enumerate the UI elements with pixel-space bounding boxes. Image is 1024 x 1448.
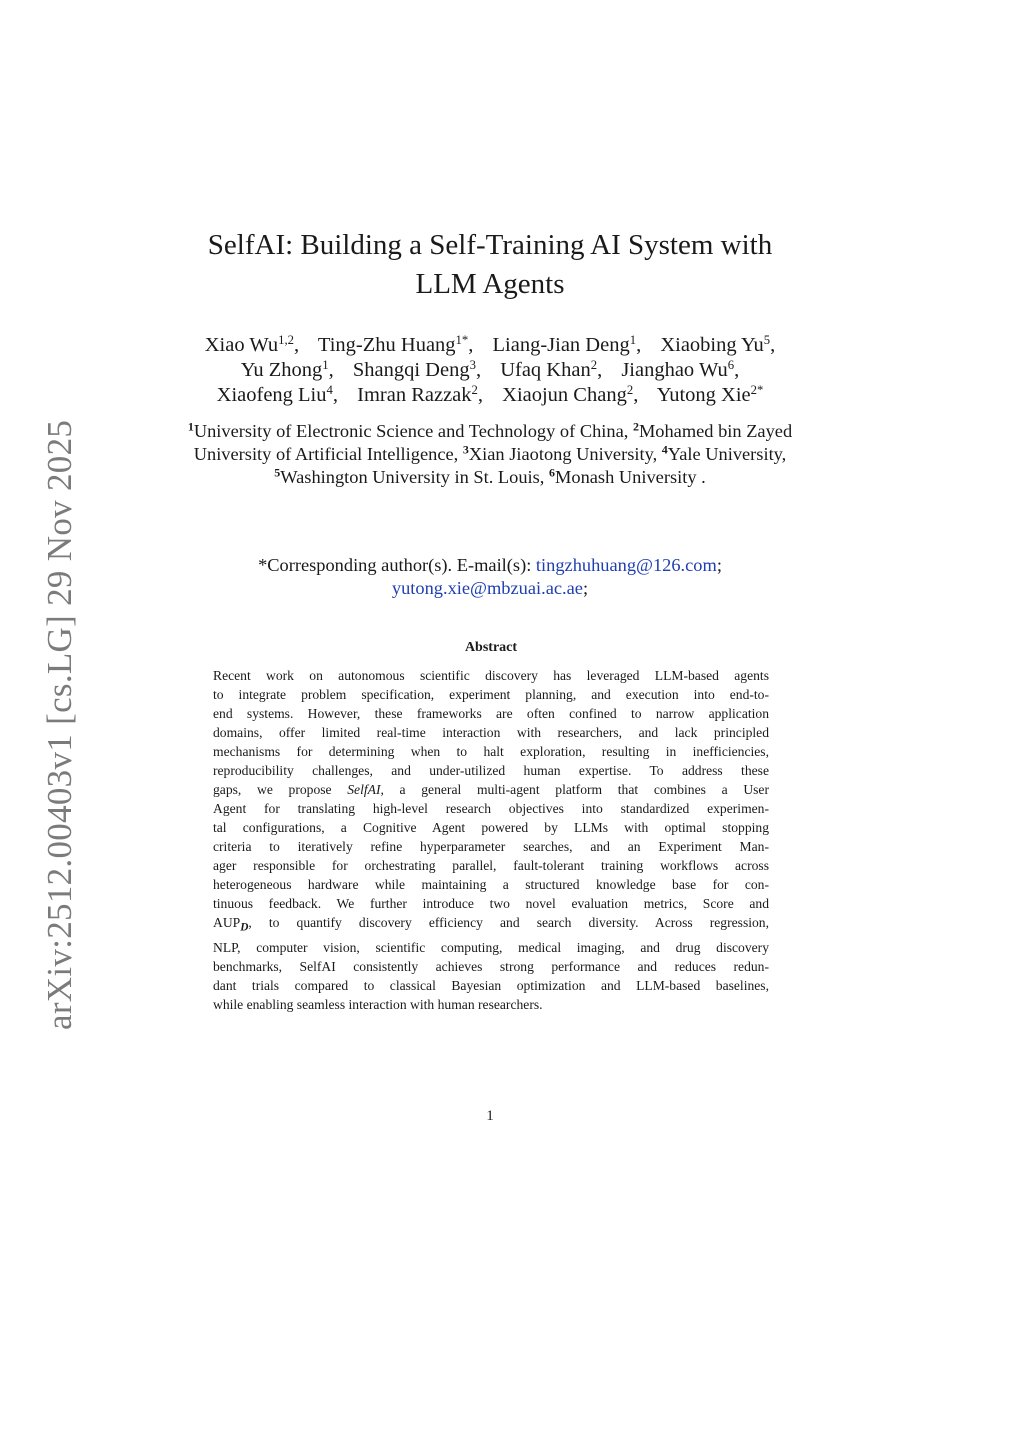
abstract-line: tinuous feedback. We further introduce two novel evaluation metrics, Score and (213, 896, 769, 911)
abstract-line: gaps, we propose SelfAI, a general multi-agent platform that combines a User (213, 782, 769, 797)
abstract-line: Recent work on autonomous scientific discovery has leveraged LLM-based agents (213, 668, 769, 683)
affiliation: $^3$Xian Jiaotong University, (462, 442, 658, 464)
abstract-line: domains, offer limited real-time interaction with researchers, and lack principled (213, 725, 769, 740)
author: Imran Razzak$^2$, (357, 383, 484, 406)
affiliation: $^4$Yale University, (661, 442, 787, 464)
abstract-line: end systems. However, these frameworks are often confined to narrow application (213, 706, 769, 721)
abstract-line: criteria to iteratively refine hyperparameter searches, and an Experiment Man- (213, 839, 769, 854)
author: Liang-Jian Deng$^1$, (492, 333, 642, 356)
abstract-heading: Abstract (464, 640, 518, 655)
title-line-1: SelfAI: Building a Self-Training AI System with (207, 229, 773, 261)
paper-title (120, 226, 860, 304)
page-number: 1 (486, 1108, 494, 1124)
abstract-line: benchmarks, SelfAI consistently achieves strong performance and reduces redun- (213, 958, 769, 974)
affiliations (170, 420, 810, 489)
abstract-line: mechanisms for determining when to halt exploration, resulting in inefficiencies, (213, 744, 769, 759)
arxiv-stamp: arXiv:2512.00403v1 [cs.LG] 29 Nov 2025 (40, 419, 79, 1030)
affiliation: $^6$Monash University . (549, 465, 706, 487)
abstract-body (213, 666, 769, 1014)
abstract-line: heterogeneous hardware while maintaining a structured knowledge base for con- (213, 877, 769, 892)
selfai-emphasis: SelfAI (347, 782, 381, 797)
affiliation: $^5$Washington University in St. Louis, (274, 465, 545, 487)
author: Ufaq Khan$^2$, (500, 358, 603, 381)
title-line-2: LLM Agents (415, 268, 565, 300)
abstract-line: NLP, computer vision, scientific computing, medical imaging, and drug discovery (213, 939, 769, 955)
email-link-1[interactable]: tingzhuhuang@126.com (535, 555, 717, 575)
abstract-line: tal configurations, a Cognitive Agent powered by LLMs with optimal stopping (213, 820, 769, 835)
author: Yu Zhong$^1$, (240, 358, 334, 381)
author-list (130, 333, 850, 408)
abstract-line: while enabling seamless interaction with human researchers. (213, 996, 543, 1012)
abstract-line: reproducibility challenges, and under-utilized human expertise. To address these (213, 763, 769, 778)
author: Ting-Zhu Huang$^{1*}$, (317, 333, 474, 356)
author: Xiaobing Yu$^5$, (660, 333, 776, 356)
author: Jianghao Wu$^6$, (621, 358, 740, 381)
corresponding-author: *Corresponding author(s). E-mail(s): tingzhuhuang@126.com; yutong.xie@mbzuai.ac.ae; (258, 555, 722, 598)
aupd-subscript: D (240, 921, 249, 934)
affiliation: $^1$University of Electronic Science and Technology of China, (187, 419, 629, 441)
abstract-line: ager responsible for orchestrating parallel, fault-tolerant training workflows across (213, 858, 769, 873)
email-link-2[interactable]: yutong.xie@mbzuai.ac.ae (391, 578, 583, 598)
author: Xiaojun Chang$^2$, (502, 383, 639, 406)
author: Shangqi Deng$^3$, (352, 358, 482, 381)
affiliation: $^2$Mohamed bin Zayed University of Artificial Intelligence, (193, 419, 793, 464)
abstract-line: dant trials compared to classical Bayesian optimization and LLM-based baselines, (213, 977, 769, 993)
abstract-line: $AUP_D$, to quantify discovery efficiency and search diversity. Across regression, (213, 915, 769, 934)
corresponding-label: *Corresponding author(s). E-mail(s): (258, 555, 532, 575)
abstract-line: to integrate problem specification, experiment planning, and execution into end-to- (213, 687, 769, 702)
author: Xiao Wu$^{1,2}$, (204, 333, 300, 356)
abstract-line: Agent for translating high-level research objectives into standardized experimen- (213, 801, 769, 816)
author: Yutong Xie$^{2*}$ (656, 383, 764, 406)
author: Xiaofeng Liu$^4$, (216, 383, 338, 406)
